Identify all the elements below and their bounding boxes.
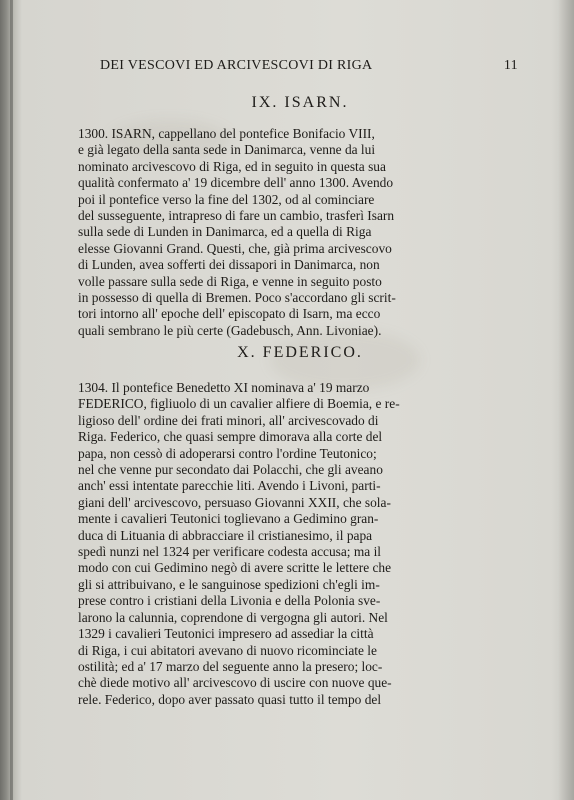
text-line: rele. Federico, dopo aver passato quasi tutto il tempo del: [78, 691, 382, 707]
text-line: Riga. Federico, che quasi sempre dimorava alla corte del: [78, 429, 383, 445]
text-line: sulla sede di Lunden in Danimarca, ed a quella di Riga: [78, 224, 372, 240]
section-title-isarn: IX. ISARN.: [251, 94, 349, 111]
section-text-isarn: [78, 126, 426, 339]
text-line: ostilità; ed a' 17 marzo del seguente anno la presero; loc-: [78, 658, 383, 674]
text-line: e già legato della santa sede in Danimarca, venne da lui: [78, 142, 376, 158]
text-line: duca di Lituania di abbracciare il cristianesimo, il papa: [78, 527, 373, 543]
text-line: mente i cavalieri Teutonici toglievano a Gedimino gran-: [78, 511, 379, 527]
text-line: modo con cui Gedimino negò di avere scritte le lettere che: [78, 560, 392, 576]
text-line: larono la calunnia, coprendone di vergogna gli autori. Nel: [78, 609, 388, 625]
binding-gutter-shadow: [10, 0, 13, 800]
text-line: 1300. ISARN, cappellano del pontefice Bonifacio VIII,: [78, 126, 375, 141]
text-line: spedì nunzi nel 1324 per verificare codesta accusa; ma il: [78, 544, 382, 560]
text-line: ligioso dell' ordine dei frati minori, all' arcivescovado di: [78, 412, 379, 428]
page-edge-shadow: [558, 0, 574, 800]
text-line: del susseguente, intrapreso di fare un cambio, trasferì Isarn: [78, 208, 395, 224]
text-line: gli si attribuivano, e le sanguinose spedizioni ch'egli im-: [78, 576, 380, 592]
page-number: 11: [503, 58, 518, 73]
running-header-title: DEI VESCOVI ED ARCIVESCOVI DI RIGA: [100, 58, 373, 73]
text-line: tori intorno all' epoche dell' episcopato di Isarn, ma ecco: [78, 306, 381, 322]
text-line: qualità confermato a' 19 dicembre dell' anno 1300. Avendo: [78, 175, 394, 191]
text-line: nominato arcivescovo di Riga, ed in seguito in questa sua: [78, 158, 386, 174]
text-line: papa, non cessò di adoperarsi contro l'ordine Teutonico;: [78, 445, 377, 461]
text-line: chè diede motivo all' arcivescovo di uscire con nuove que-: [78, 675, 392, 691]
text-line: prese contro i cristiani della Livonia e della Polonia sve-: [78, 593, 381, 609]
running-header: [100, 58, 518, 78]
text-line: anch' essi intentate parecchie liti. Avendo i Livoni, parti-: [78, 478, 381, 494]
text-line: di Riga, i cui abitatori avevano di nuovo ricominciate le: [78, 642, 377, 658]
text-line: di Lunden, avea sofferti dei dissapori in Danimarca, non: [78, 257, 380, 273]
text-line: nel che venne pur secondato dai Polacchi, che gli aveano: [78, 462, 383, 478]
section-title-federico: X. FEDERICO.: [237, 344, 363, 361]
text-line: elesse Giovanni Grand. Questi, che, già prima arcivescovo: [78, 240, 392, 256]
text-line: 1329 i cavalieri Teutonici impresero ad assediar la città: [78, 626, 374, 642]
section-text-federico: [78, 380, 426, 708]
text-line: in possesso di quella di Bremen. Poco s'accordano gli scrit-: [78, 290, 396, 306]
text-line: 1304. Il pontefice Benedetto XI nominava a' 19 marzo: [78, 380, 370, 395]
text-line: FEDERICO, figliuolo di un cavalier alfiere di Boemia, e re-: [78, 396, 400, 412]
text-line: quali sembrano le più certe (Gadebusch, Ann. Livoniae).: [78, 322, 382, 338]
text-line: poi il pontefice verso la fine del 1302, od al cominciare: [78, 191, 375, 207]
book-page: [56, 36, 544, 776]
text-line: volle passare sulla sede di Riga, e venne in seguito posto: [78, 273, 382, 289]
text-line: giani dell' arcivescovo, persuaso Giovanni XXII, che sola-: [78, 494, 391, 510]
